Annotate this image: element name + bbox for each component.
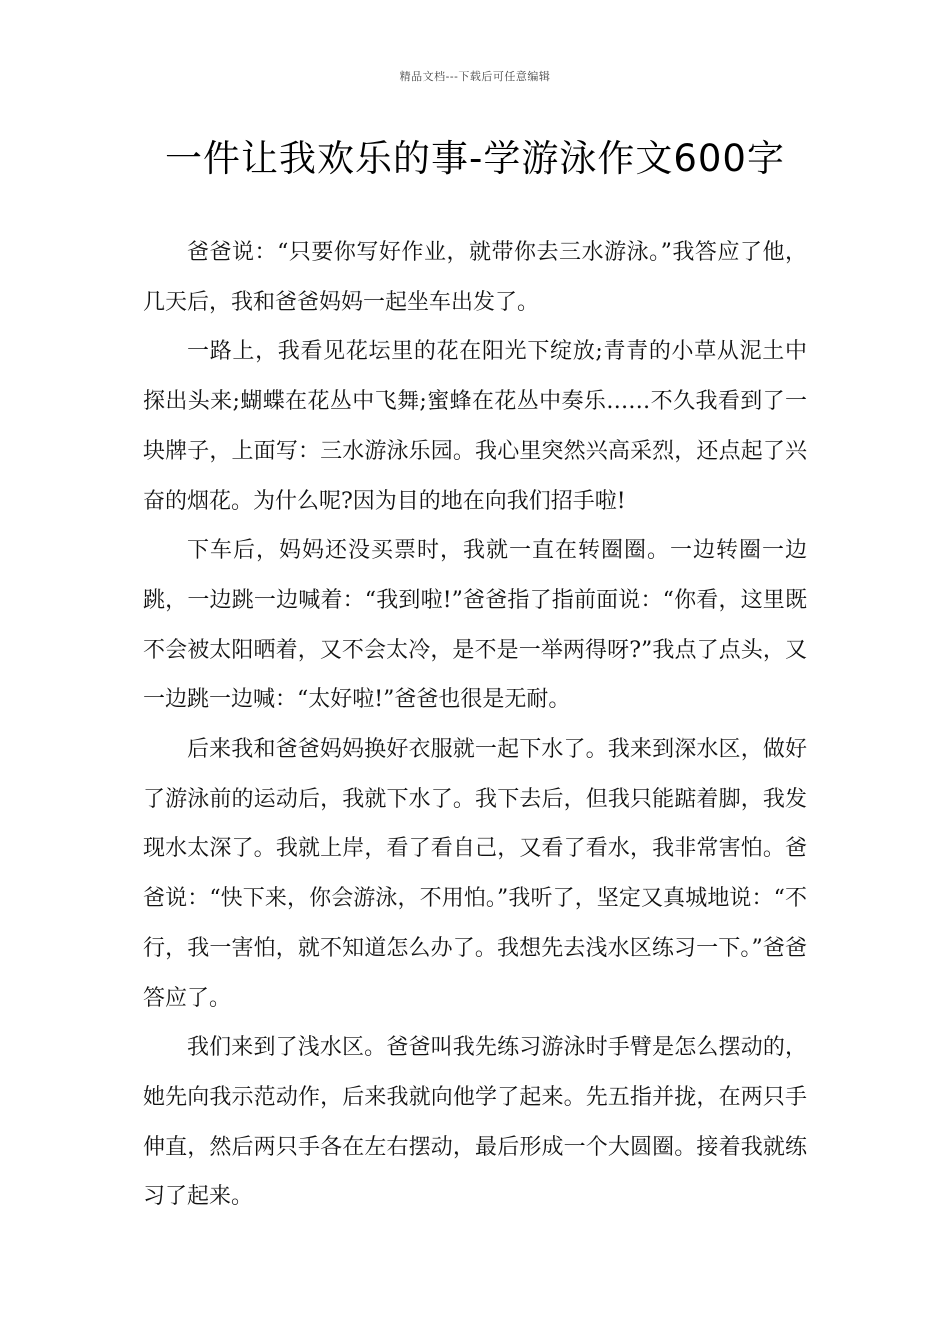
document-title: 一件让我欢乐的事-学游泳作文600字: [165, 137, 785, 180]
document-body: [143, 228, 807, 1222]
paragraph-5: 我们来到了浅水区。爸爸叫我先练习游泳时手臂是怎么摆动的，她先向我示范动作，后来我就向他学了起来。先五指并拢，在两只手伸直，然后两只手各在左右摆动，最后形成一个大圆圈。接着我就练习了起来。: [143, 1035, 807, 1210]
paragraph-1: 爸爸说：“只要你写好作业，就带你去三水游泳。”我答应了他，几天后，我和爸爸妈妈一起坐车出发了。: [143, 240, 807, 315]
header-note: 精品文档---下载后可任意编辑: [399, 70, 551, 83]
paragraph-2: 一路上，我看见花坛里的花在阳光下绽放;青青的小草从泥土中探出头来;蝴蝶在花丛中飞舞;蜜蜂在花丛中奏乐……不久我看到了一块牌子，上面写：三水游泳乐园。我心里突然兴高采烈，还点起了兴奋的烟花。为什么呢?因为目的地在向我们招手啦!: [143, 339, 807, 514]
paragraph-3: 下车后，妈妈还没买票时，我就一直在转圈圈。一边转圈一边跳，一边跳一边喊着：“我到啦!”爸爸指了指前面说：“你看，这里既不会被太阳晒着，又不会太冷，是不是一举两得呀?”我点了点头，又一边跳一边喊：“太好啦!”爸爸也很是无耐。: [143, 538, 807, 713]
paragraph-4: 后来我和爸爸妈妈换好衣服就一起下水了。我来到深水区，做好了游泳前的运动后，我就下水了。我下去后，但我只能踮着脚，我发现水太深了。我就上岸，看了看自己，又看了看水，我非常害怕。爸爸说：“快下来，你会游泳，不用怕。”我听了，坚定又真城地说：“不行，我一害怕，就不知道怎么办了。我想先去浅水区练习一下。”爸爸答应了。: [143, 737, 807, 1011]
